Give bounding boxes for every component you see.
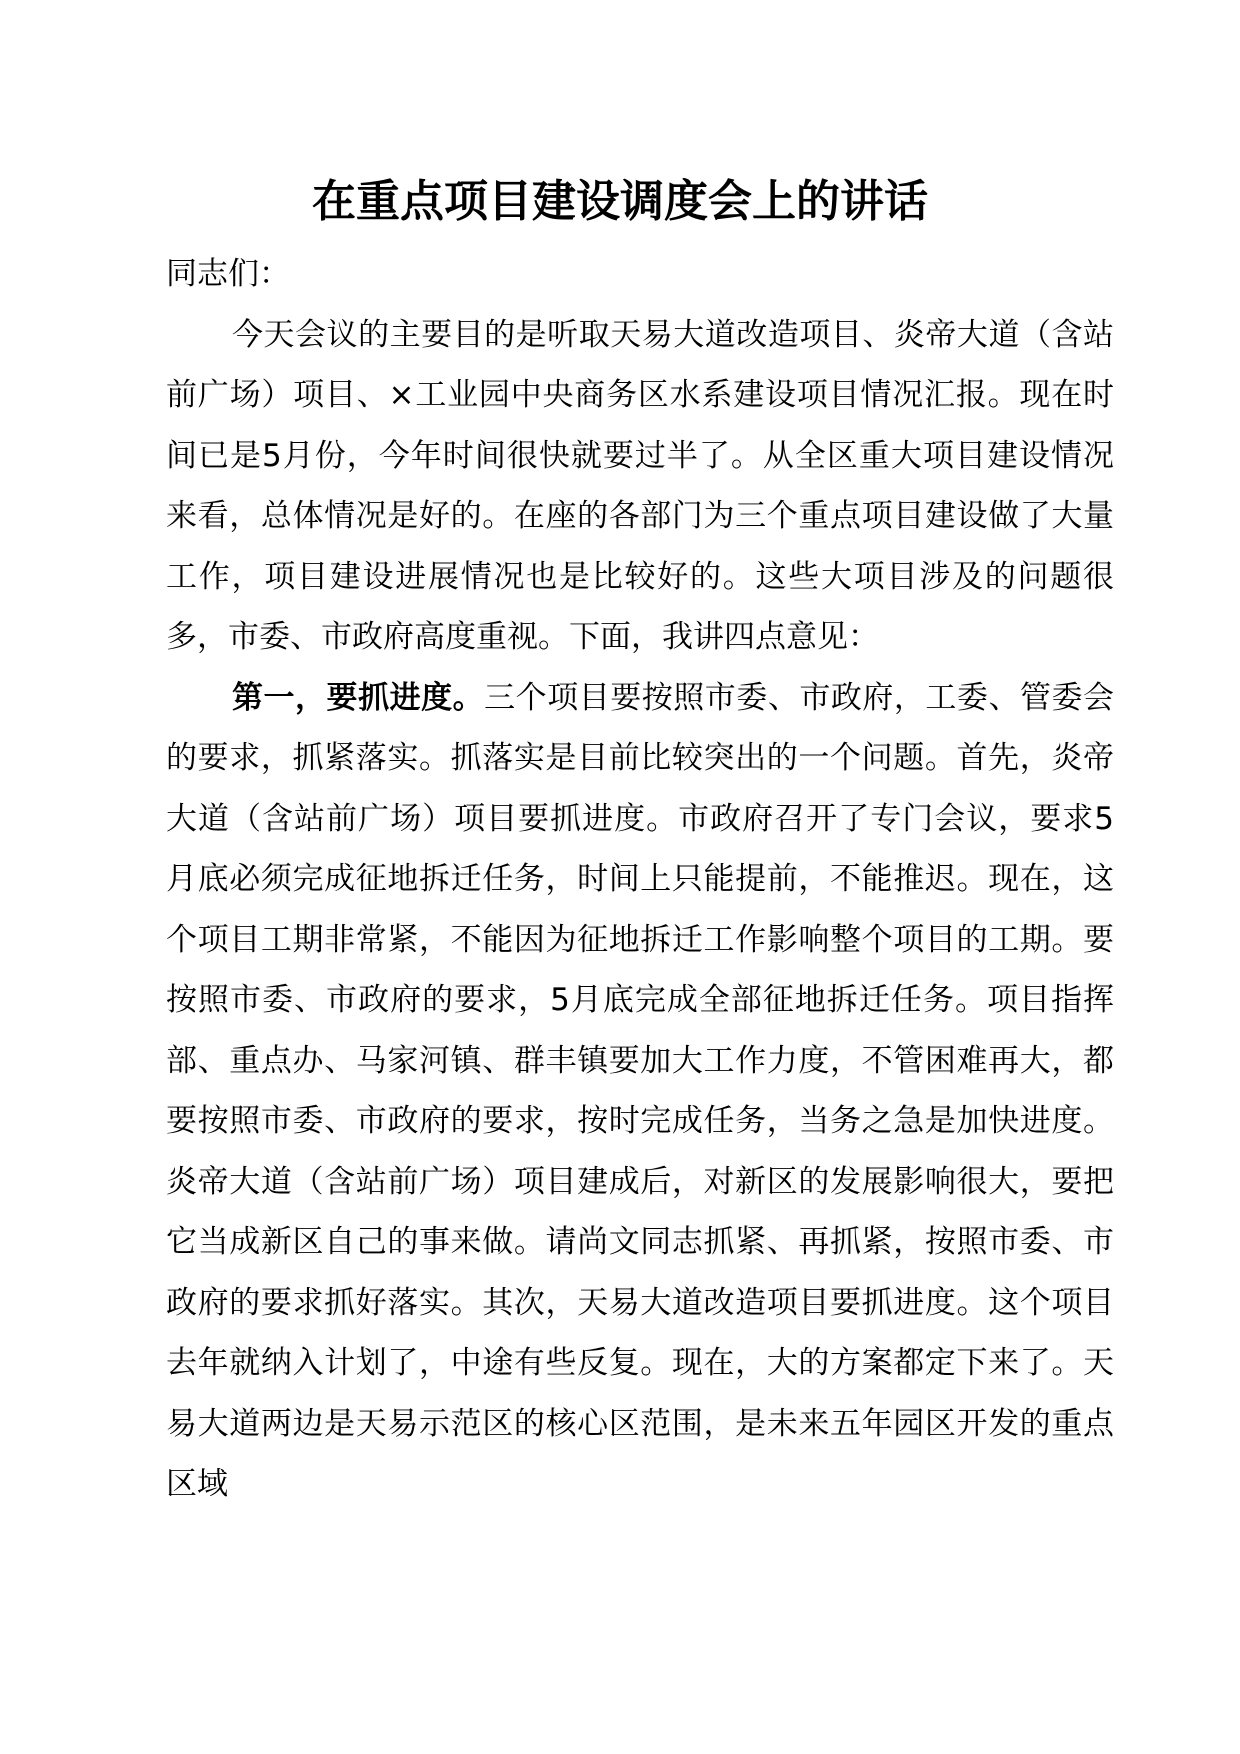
document-body bbox=[166, 244, 1114, 1515]
paragraph-point-one-heading: 第一，要抓进度。 bbox=[232, 679, 485, 716]
document-title: 在重点项目建设调度会上的讲话 bbox=[312, 176, 928, 227]
paragraph-point-one bbox=[166, 668, 1114, 1515]
paragraph-intro-text: 今天会议的主要目的是听取天易大道改造项目、炎帝大道（含站前广场）项目、×工业园中央商务区水系建设项目情况汇报。现在时间已是5月份，今年时间很快就要过半了。从全区重大项目建设情况来看，总体情况是好的。在座的各部门为三个重点项目建设做了大量工作，项目建设进展情况也是比较好的。这些大项目涉及的问题很多，市委、市政府高度重视。下面，我讲四点意见： bbox=[166, 316, 1114, 655]
salutation: 同志们： bbox=[166, 256, 290, 292]
paragraph-point-one-text: 三个项目要按照市委、市政府，工委、管委会的要求，抓紧落实。抓落实是目前比较突出的一个问题。首先，炎帝大道（含站前广场）项目要抓进度。市政府召开了专门会议，要求5月底必须完成征地拆迁任务，时间上只能提前，不能推迟。现在，这个项目工期非常紧，不能因为征地拆迁工作影响整个项目的工期。要按照市委、市政府的要求，5月底完成全部征地拆迁任务。项目指挥部、重点办、马家河镇、群丰镇要加大工作力度，不管困难再大，都要按照市委、市政府的要求，按时完成任务，当务之急是加快进度。炎帝大道（含站前广场）项目建成后，对新区的发展影响很大，要把它当成新区自己的事来做。请尚文同志抓紧、再抓紧，按照市委、市政府的要求抓好落实。其次，天易大道改造项目要抓进度。这个项目去年就纳入计划了，中途有些反复。现在，大的方案都定下来了。天易大道两边是天易示范区的核心区范围，是未来五年园区开发的重点区域 bbox=[166, 679, 1115, 1502]
paragraph-intro bbox=[166, 305, 1114, 668]
